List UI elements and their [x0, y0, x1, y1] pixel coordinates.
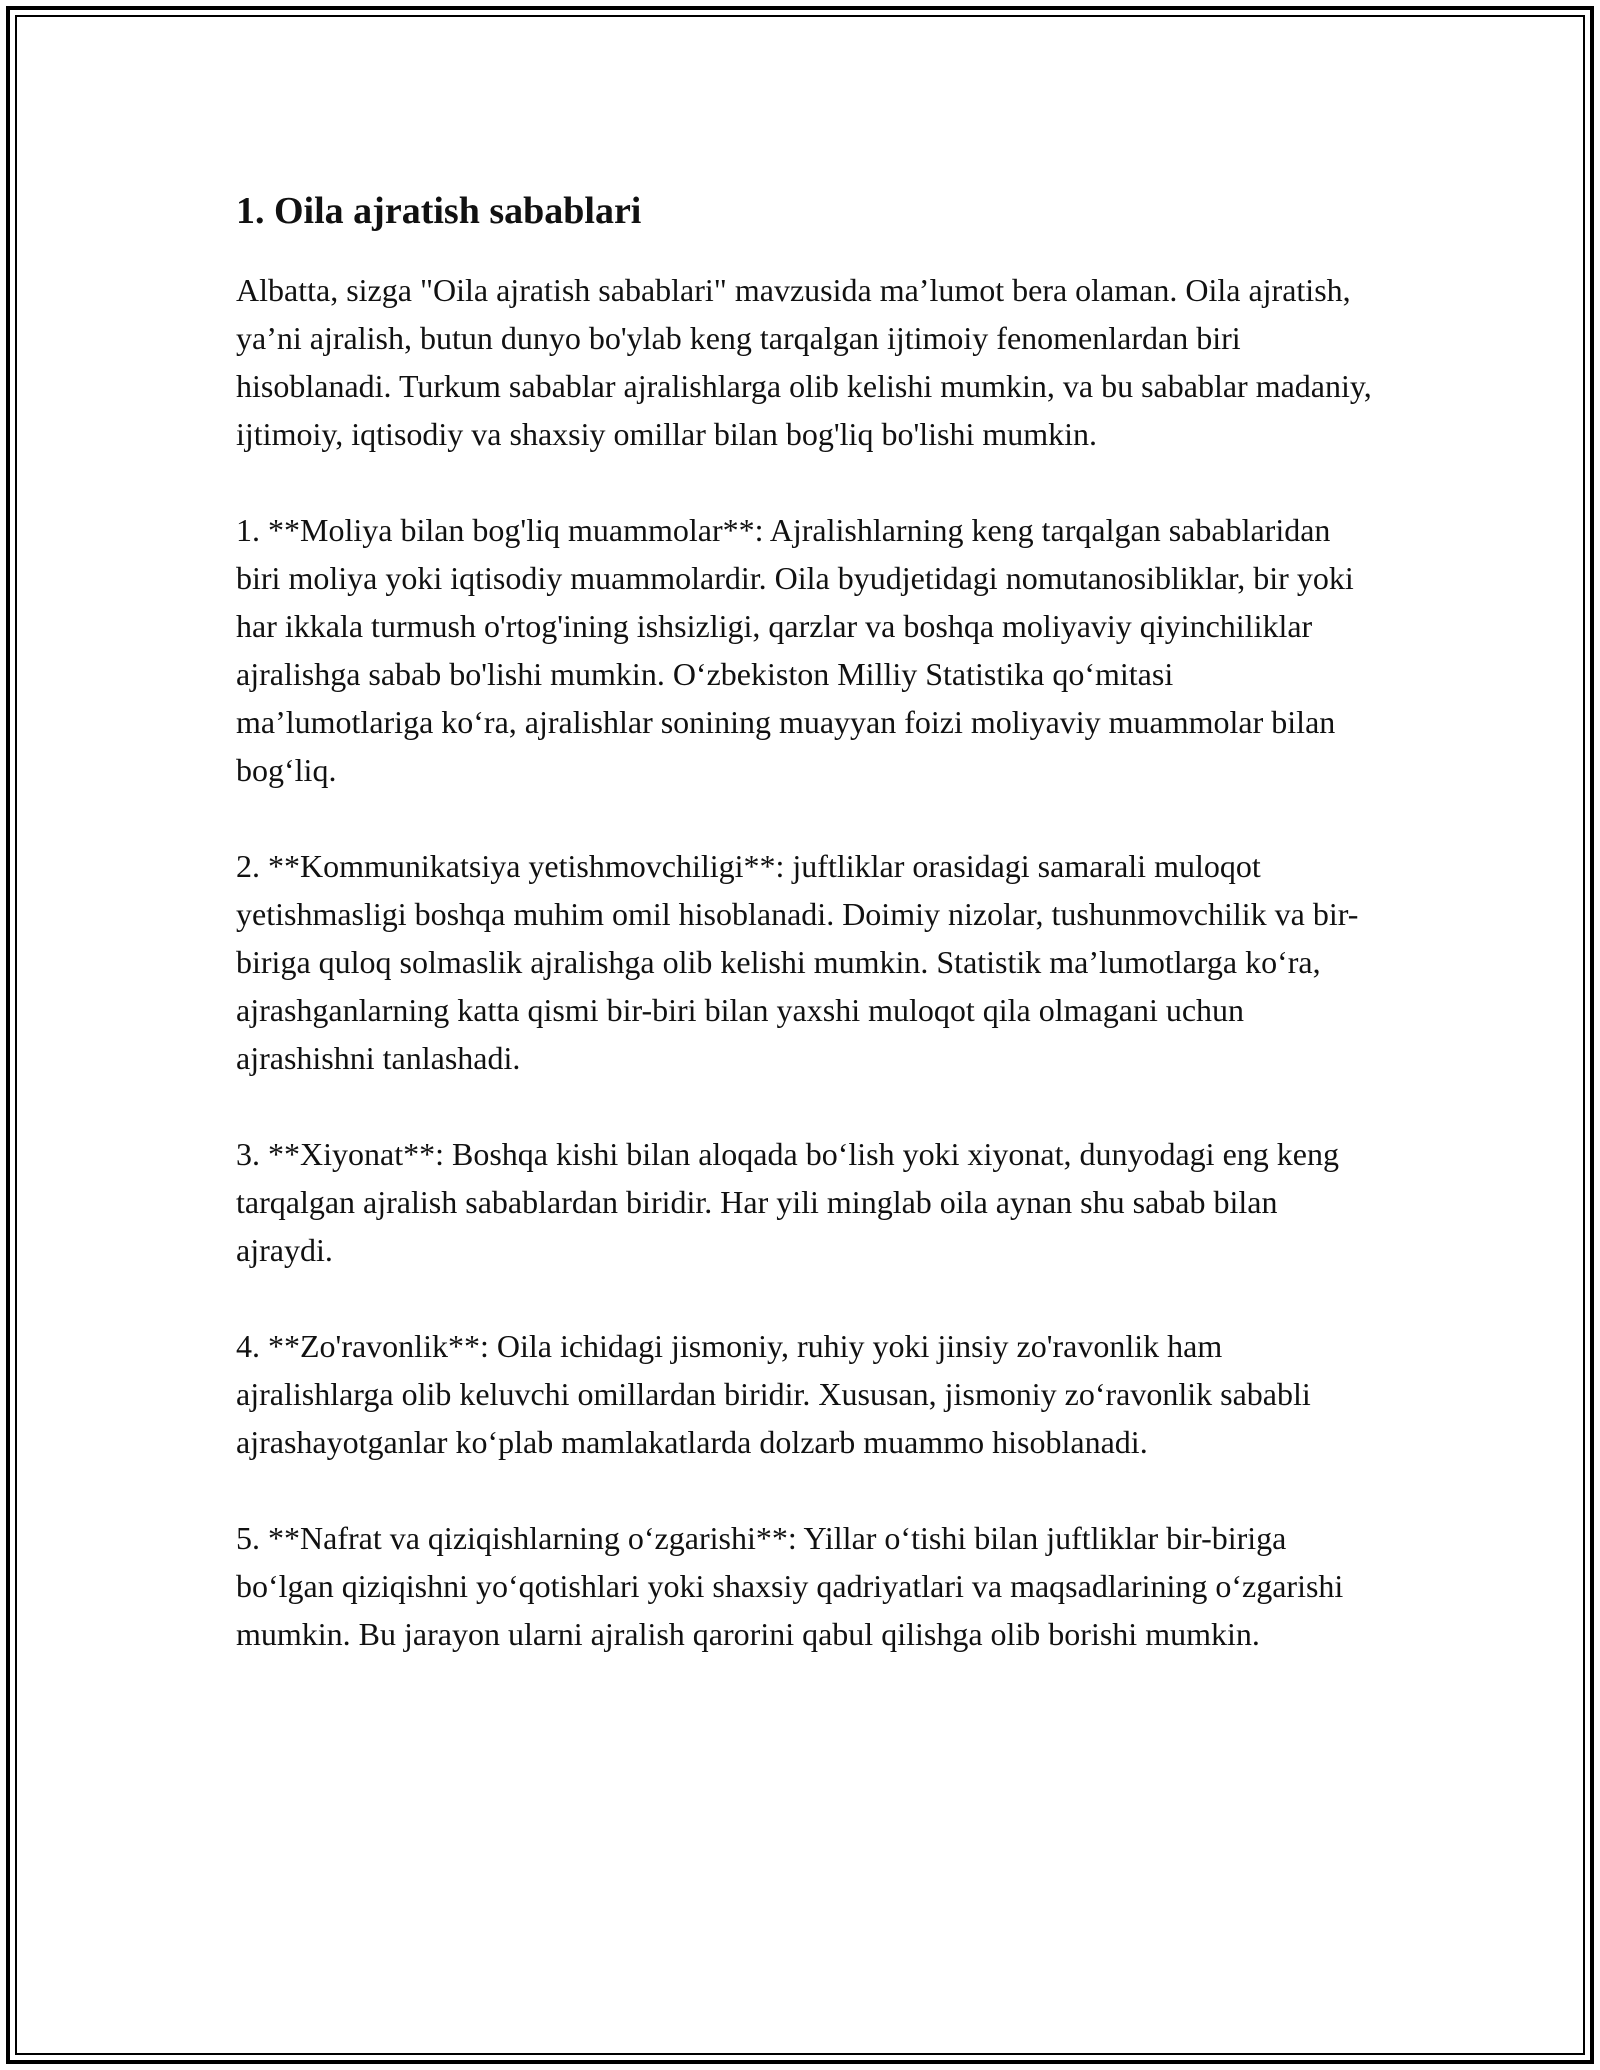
paragraph-finance: 1. **Moliya bilan bog'liq muammolar**: Ajralishlarning keng tarqalgan sabablaridan biri moliya yoki iqtisodiy muammolardir. Oila byudjetidagi nomutanosibliklar, bir yoki har ikkala turmush o'rtog'ining ishsizligi, qarzlar va boshqa moliyaviy qiyinchiliklar ajralishga sabab bo'lishi mumkin. O‘zbekiston Milliy Statistika qo‘mitasi ma’lumotlariga ko‘ra, ajralishlar sonining muayyan foizi moliyaviy muammolar bilan bog‘liq.	[236, 512, 1354, 788]
paragraph-changing-interests: 5. **Nafrat va qiziqishlarning o‘zgarishi**: Yillar o‘tishi bilan juftliklar bir-biriga bo‘lgan qiziqishni yo‘qotishlari yoki shaxsiy qadriyatlari va maqsadlarining o‘zgarishi mumkin. Bu jarayon ularni ajralish qarorini qabul qilishga olib borishi mumkin.	[236, 1520, 1344, 1652]
document-title: 1. Oila ajratish sabablari	[236, 190, 642, 232]
paragraph-communication: 2. **Kommunikatsiya yetishmovchiligi**: juftliklar orasidagi samarali muloqot yetishmasligi boshqa muhim omil hisoblanadi. Doimiy nizolar, tushunmovchilik va bir-biriga quloq solmaslik ajralishga olib kelishi mumkin. Statistik ma’lumotlarga ko‘ra, ajrashganlarning katta qismi bir-biri bilan yaxshi muloqot qila olmagani uchun ajrashishni tanlashadi.	[236, 848, 1359, 1076]
document-body	[236, 186, 1376, 1706]
intro-paragraph: Albatta, sizga "Oila ajratish sabablari" mavzusida ma’lumot bera olaman. Oila ajratish, ya’ni ajralish, butun dunyo bo'ylab keng tarqalgan ijtimoiy fenomenlardan biri hisoblanadi. Turkum sabablar ajralishlarga olib kelishi mumkin, va bu sabablar madaniy, ijtimoiy, iqtisodiy va shaxsiy omillar bilan bog'liq bo'lishi mumkin.	[236, 272, 1372, 452]
paragraph-infidelity: 3. **Xiyonat**: Boshqa kishi bilan aloqada bo‘lish yoki xiyonat, dunyodagi eng keng tarqalgan ajralish sabablardan biridir. Har yili minglab oila aynan shu sabab bilan ajraydi.	[236, 1136, 1339, 1268]
paragraph-violence: 4. **Zo'ravonlik**: Oila ichidagi jismoniy, ruhiy yoki jinsiy zo'ravonlik ham ajralishlarga olib keluvchi omillardan biridir. Xususan, jismoniy zo‘ravonlik sababli ajrashayotganlar ko‘plab mamlakatlarda dolzarb muammo hisoblanadi.	[236, 1328, 1311, 1460]
